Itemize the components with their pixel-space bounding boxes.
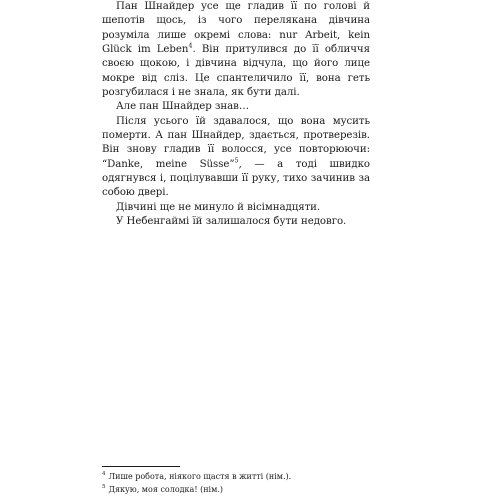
footnote-number: 5 <box>102 484 106 491</box>
footnote-reference: 4 <box>188 41 193 50</box>
footnotes <box>102 470 370 496</box>
footnote <box>102 483 370 496</box>
footnote-text: Лише робота, ніякого щастя в житті (нім.). <box>108 472 292 481</box>
paragraph <box>102 100 370 114</box>
footnote-separator <box>102 466 180 467</box>
paragraph <box>102 0 370 100</box>
paragraph-text: Пан Шнайдер усе ще гладив її по голові й шепотів щось, із чого перелякана дівчина розуміла лише окремі слова: nur Arbeit, kein Glück im Leben <box>102 1 370 56</box>
paragraph-text: , — а тоді швидко одягнувся і, поцілувавши її руку, тихо зачинив за собою двері. <box>102 158 370 199</box>
footnote-text: Дякую, моя солодка! (нім.) <box>108 485 223 494</box>
paragraph <box>102 115 370 201</box>
footnote-reference: 5 <box>234 156 239 165</box>
paragraph-text: Але пан Шнайдер знав… <box>116 101 249 113</box>
paragraph-text: Дівчині ще не минуло й вісімнадцяти. <box>116 201 321 213</box>
paragraph <box>102 201 370 215</box>
body-text <box>102 0 370 230</box>
paragraph <box>102 215 370 229</box>
paragraph-text: У Небенгаймі їй залишалося бути недовго. <box>116 216 347 228</box>
footnote-number: 4 <box>102 471 106 478</box>
paragraph-text: . Він притулився до її обличчя своєю щокою, і дівчина відчула, що його лице мокре від сліз. Це спантеличило її, вона геть розгубилася і не знала, як бути далі. <box>102 44 370 99</box>
paragraph-text: Після усього їй здавалося, що вона мусить померти. А пан Шнайдер, здається, протверезів. Він знову гладив її волосся, усе повторюючи: “Danke, meine Süsse” <box>102 115 370 170</box>
footnote <box>102 470 370 483</box>
